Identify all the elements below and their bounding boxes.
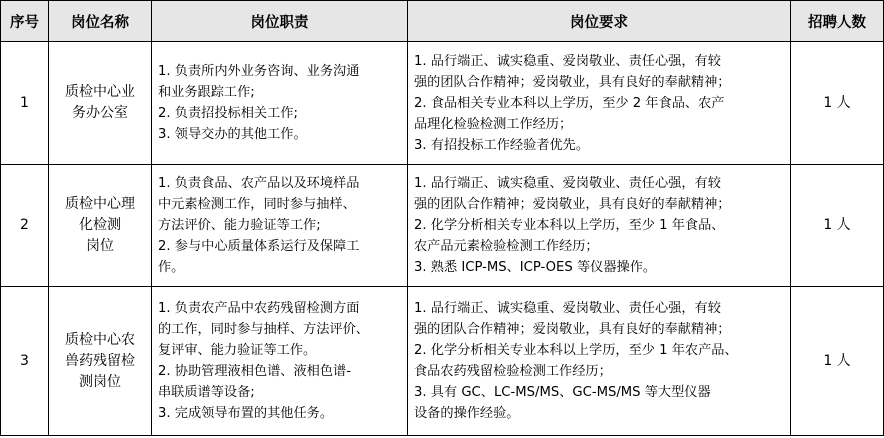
- duty-line: 2. 负责招投标相关工作;: [158, 106, 298, 121]
- position-cell: [49, 165, 152, 287]
- position-line: 兽药残留检: [65, 352, 135, 369]
- position-line: 务办公室: [72, 105, 128, 121]
- requirement-line: 食品农药残留检验检测工作经历；: [414, 364, 612, 379]
- requirements-cell: [408, 287, 791, 436]
- duty-line: 1. 负责所内外业务咨询、业务沟通: [158, 64, 360, 79]
- requirement-line: 农产品元素检验检测工作经历；: [414, 239, 599, 254]
- requirement-line: 3. 有招投标工作经验者优先。: [414, 137, 590, 153]
- count-cell: 1 人: [791, 42, 884, 165]
- count-cell: 1 人: [791, 287, 884, 436]
- requirement-line: 设备的操作经验。: [414, 406, 520, 421]
- position-cell: [49, 287, 152, 436]
- requirements-cell: [408, 165, 791, 287]
- position-line: 测岗位: [79, 373, 121, 390]
- requirement-line: 品理化检验检测工作经历；: [414, 116, 573, 132]
- requirement-line: 3. 熟悉 ICP-MS、ICP-OES 等仪器操作。: [414, 260, 657, 275]
- duty-line: 复评审、能力验证等工作。: [158, 343, 317, 358]
- duty-line: 3. 领导交办的其他工作。: [158, 127, 307, 142]
- duty-line: 和业务跟踪工作;: [158, 85, 255, 100]
- header-duties: 岗位职责: [152, 1, 408, 42]
- duties-cell: [152, 287, 408, 436]
- duties-cell: [152, 165, 408, 287]
- position-line: 质检中心业: [65, 84, 135, 100]
- header-count: 招聘人数: [791, 1, 884, 42]
- seq-cell: 1: [1, 42, 49, 165]
- position-line: 质检中心农: [65, 331, 135, 348]
- requirement-line: 1. 品行端正、诚实稳重、爱岗敬业、责任心强，有较: [414, 176, 721, 191]
- header-seq: 序号: [1, 1, 49, 42]
- duty-line: 串联质谱等设备;: [158, 385, 255, 400]
- requirement-line: 1. 品行端正、诚实稳重、爱岗敬业、责任心强，有较: [414, 301, 721, 316]
- seq-cell: 2: [1, 165, 49, 287]
- table-row: [1, 165, 884, 287]
- seq-cell: 3: [1, 287, 49, 436]
- requirement-line: 2. 食品相关专业本科以上学历，至少 2 年食品、农产: [414, 95, 725, 111]
- duty-line: 的工作，同时参与抽样、方法评价、: [158, 322, 369, 337]
- position-line: 质检中心理: [65, 196, 135, 212]
- duty-line: 1. 负责农产品中农药残留检测方面: [158, 301, 360, 316]
- requirement-line: 强的团队合作精神；爱岗敬业，具有良好的奉献精神；: [414, 197, 731, 212]
- requirement-line: 强的团队合作精神；爱岗敬业，具有良好的奉献精神；: [414, 322, 731, 337]
- duty-line: 3. 完成领导布置的其他任务。: [158, 406, 334, 421]
- position-line: 岗位: [86, 238, 114, 254]
- duty-line: 作。: [158, 260, 185, 275]
- requirements-cell: [408, 42, 791, 165]
- position-line: 化检测: [79, 217, 121, 233]
- duty-line: 1. 负责食品、农产品以及环境样品: [158, 176, 360, 191]
- requirement-line: 2. 化学分析相关专业本科以上学历，至少 1 年农产品、: [414, 343, 738, 358]
- header-position: 岗位名称: [49, 1, 152, 42]
- duties-cell: [152, 42, 408, 165]
- requirement-line: 2. 化学分析相关专业本科以上学历，至少 1 年食品、: [414, 218, 725, 233]
- requirement-line: 强的团队合作精神；爱岗敬业，具有良好的奉献精神；: [414, 74, 731, 90]
- header-requirements: 岗位要求: [408, 1, 791, 42]
- duty-line: 2. 协助管理液相色谱、液相色谱-: [158, 364, 351, 379]
- duty-line: 中元素检测工作，同时参与抽样、: [158, 197, 356, 212]
- requirement-line: 1. 品行端正、诚实稳重、爱岗敬业、责任心强，有较: [414, 53, 721, 69]
- requirement-line: 3. 具有 GC、LC-MS/MS、GC-MS/MS 等大型仪器: [414, 385, 711, 400]
- header-row: [1, 1, 884, 42]
- duty-line: 方法评价、能力验证等工作;: [158, 218, 321, 233]
- table-row: [1, 42, 884, 165]
- duty-line: 2. 参与中心质量体系运行及保障工: [158, 239, 360, 254]
- position-cell: [49, 42, 152, 165]
- table-row: [1, 287, 884, 436]
- count-cell: 1 人: [791, 165, 884, 287]
